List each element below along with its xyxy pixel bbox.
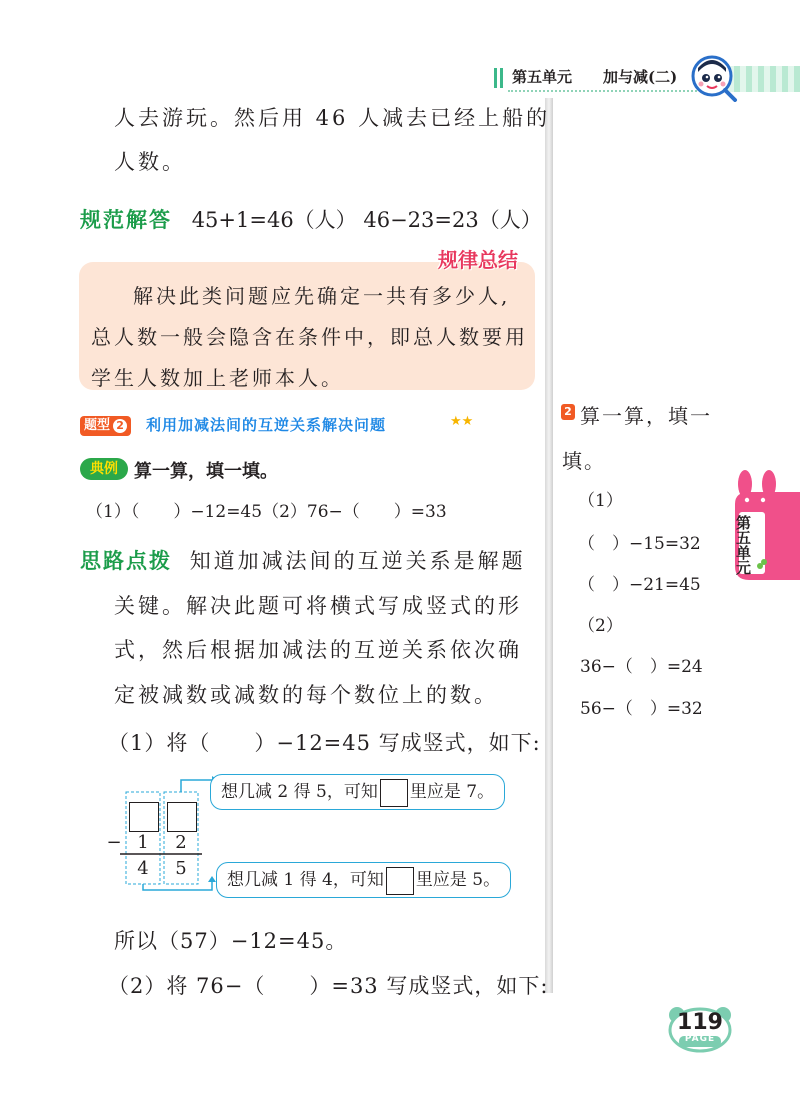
conclusion-text: 所以（57）−12=45。 — [114, 929, 348, 953]
hint-bubble-ones-post: 里应是 7。 — [409, 782, 495, 802]
example-badge: 典例 — [80, 458, 128, 480]
answer-box-tens — [129, 802, 159, 832]
difficulty-stars-icon: ★★ — [450, 414, 474, 429]
question-type-label: 题型 — [84, 418, 111, 433]
hint-label: 思路点拨 — [80, 549, 172, 573]
exercise-part-1: （1） — [578, 491, 623, 511]
vertical-calculation — [108, 770, 528, 900]
summary-tag: 规律总结 — [438, 248, 518, 272]
result-ones: 5 — [175, 858, 187, 879]
hint-bubble-tens — [216, 862, 511, 898]
hint-line-2: 关键。解决此题可将横式写成竖式的形 — [114, 594, 522, 618]
hint-bubble-ones-pre: 想几减 2 得 5，可知 — [221, 782, 378, 802]
exercise-eq-3: 36−（ ）=24 — [580, 657, 703, 677]
subtrahend-tens: 1 — [137, 832, 149, 853]
exercise-part-2: （2） — [578, 616, 623, 636]
bubble-box-icon — [380, 779, 408, 807]
side-tab-label: 第五单元 — [736, 514, 752, 577]
summary-line-1: 解决此类问题应先确定一共有多少人, — [133, 284, 511, 308]
hint-line-3: 式，然后根据加减法的互逆关系依次确 — [114, 638, 522, 662]
exercise-title-1: 算一算，填一 — [580, 404, 712, 428]
example-equations: （1）（ ）−12=45（2）76−（ ）=33 — [86, 502, 447, 522]
exercise-title-2: 填。 — [562, 449, 606, 473]
body-line-2: 人数。 — [114, 150, 186, 174]
answer-text: 45+1=46（人） 46−23=23（人） — [191, 208, 542, 232]
mascot-magnifier-icon — [688, 52, 738, 102]
result-tens: 4 — [137, 858, 149, 879]
body-line-1: 人去游玩。然后用 46 人减去已经上船的 — [114, 106, 551, 130]
exercise-eq-4: 56−（ ）=32 — [580, 699, 703, 719]
hint-line-1: 知道加减法间的互逆关系是解题 — [189, 549, 526, 573]
hint-line-4: 定被减数或减数的每个数位上的数。 — [114, 683, 498, 707]
header-stripes — [494, 68, 506, 88]
question-type-title: 利用加减法间的互逆关系解决问题 — [146, 416, 387, 434]
example-instruction: 算一算，填一填。 — [134, 461, 278, 482]
hint-bubble-ones — [210, 774, 505, 810]
minus-sign: − — [106, 832, 122, 853]
answer-box-ones — [167, 802, 197, 832]
step-2-text: （2）将 76−（ ）=33 写成竖式，如下: — [108, 974, 549, 998]
answer-label: 规范解答 — [80, 208, 172, 232]
exercise-eq-1: （ ）−15=32 — [578, 534, 701, 554]
step-1-text: （1）将（ ）−12=45 写成竖式，如下: — [108, 731, 541, 755]
summary-line-2: 总人数一般会隐含在条件中，即总人数要用 — [91, 325, 528, 349]
subtrahend-ones: 2 — [175, 832, 187, 853]
hint-bubble-tens-pre: 想几减 1 得 4，可知 — [227, 870, 384, 890]
summary-line-3: 学生人数加上老师本人。 — [91, 366, 344, 390]
question-type-number: 2 — [113, 419, 127, 433]
exercise-number-badge: 2 — [561, 404, 575, 420]
exercise-eq-2: （ ）−21=45 — [578, 575, 701, 595]
hint-row — [80, 545, 526, 575]
header-topic: 加与减(二) — [603, 68, 678, 86]
header-unit: 第五单元 — [512, 68, 573, 86]
page-divider — [545, 98, 553, 993]
bubble-box-icon — [386, 867, 414, 895]
hint-bubble-tens-post: 里应是 5。 — [415, 870, 501, 890]
answer-row — [80, 204, 542, 234]
question-type-badge — [80, 416, 131, 436]
page-number: 119 — [677, 1010, 723, 1035]
page-word: PAGE — [684, 1034, 716, 1044]
